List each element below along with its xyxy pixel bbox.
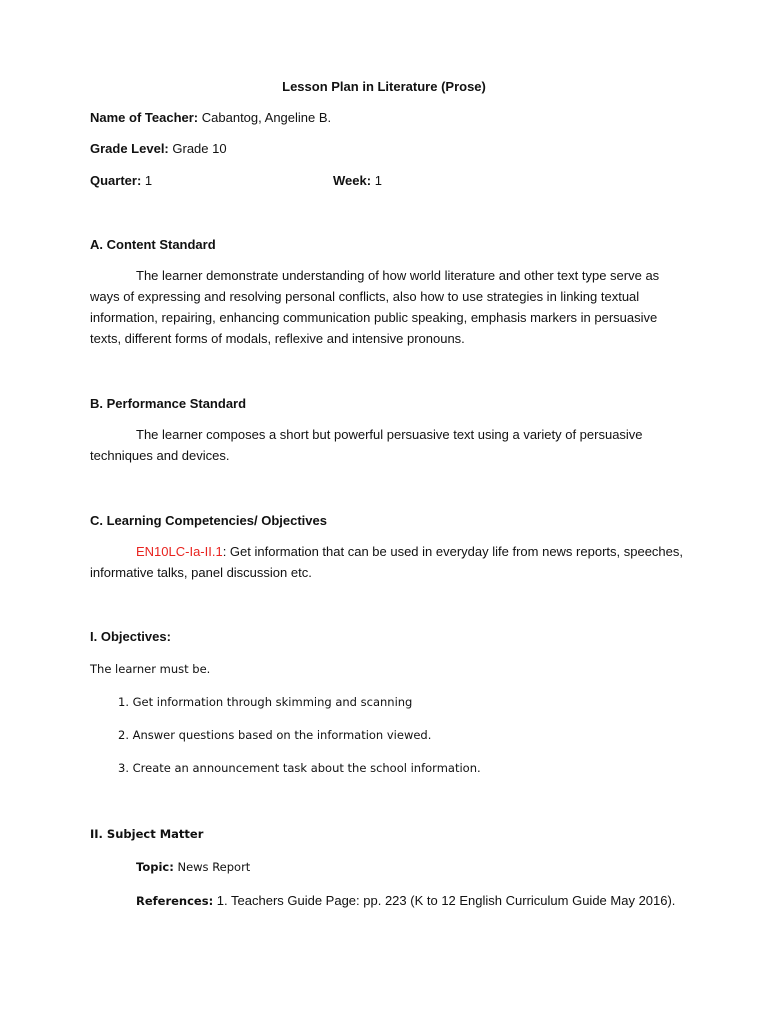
competencies-paragraph <box>90 541 690 583</box>
performance-standard-heading: B. Performance Standard <box>90 396 247 411</box>
teacher-value: Cabantog, Angeline B. <box>201 110 332 125</box>
competency-code: EN10LC-Ia-II.1 <box>136 544 223 559</box>
objectives-intro: The learner must be. <box>90 662 211 676</box>
quarter-line <box>90 170 152 191</box>
grade-label: Grade Level: <box>90 141 169 156</box>
performance-standard-text: The learner composes a short but powerful persuasive text using a variety of persuasive techniques and devices. <box>90 427 643 463</box>
references-value: 1. Teachers Guide Page: pp. 223 (K to 12 English Curriculum Guide May 2016). <box>213 893 676 908</box>
objective-item: 3. Create an announcement task about the school information. <box>118 761 481 775</box>
topic-value: News Report <box>173 860 251 874</box>
quarter-label: Quarter: <box>90 173 142 188</box>
objective-item: 2. Answer questions based on the information viewed. <box>118 728 432 742</box>
week-line <box>333 170 382 191</box>
references-label: References: <box>136 894 214 908</box>
subject-matter-heading: II. Subject Matter <box>90 827 204 841</box>
competencies-heading: C. Learning Competencies/ Objectives <box>90 513 327 528</box>
topic-line <box>136 857 250 878</box>
references-paragraph <box>90 890 690 912</box>
teacher-label: Name of Teacher: <box>90 110 199 125</box>
grade-value: Grade 10 <box>172 141 227 156</box>
content-standard-text: The learner demonstrate understanding of how world literature and other text type serve as ways of expressing and resolving personal conflicts, also how to use strategies in linking textual information, repairing, enhancing communication public speaking, emphasis markers in persuasive texts, different forms of modals, reflexive and intensive pronouns. <box>90 268 660 346</box>
week-value: 1 <box>374 173 382 188</box>
content-standard-heading: A. Content Standard <box>90 237 216 252</box>
objectives-heading: I. Objectives: <box>90 629 171 644</box>
objective-item: 1. Get information through skimming and scanning <box>118 695 413 709</box>
competency-text: : Get information that can be used in everyday life from news reports, speeches, informative talks, panel discussion etc. <box>90 544 683 580</box>
document-title: Lesson Plan in Literature (Prose) <box>282 79 486 94</box>
grade-line <box>90 138 227 159</box>
week-label: Week: <box>333 173 372 188</box>
quarter-value: 1 <box>144 173 153 188</box>
topic-label: Topic: <box>136 860 174 874</box>
teacher-line <box>90 107 331 128</box>
